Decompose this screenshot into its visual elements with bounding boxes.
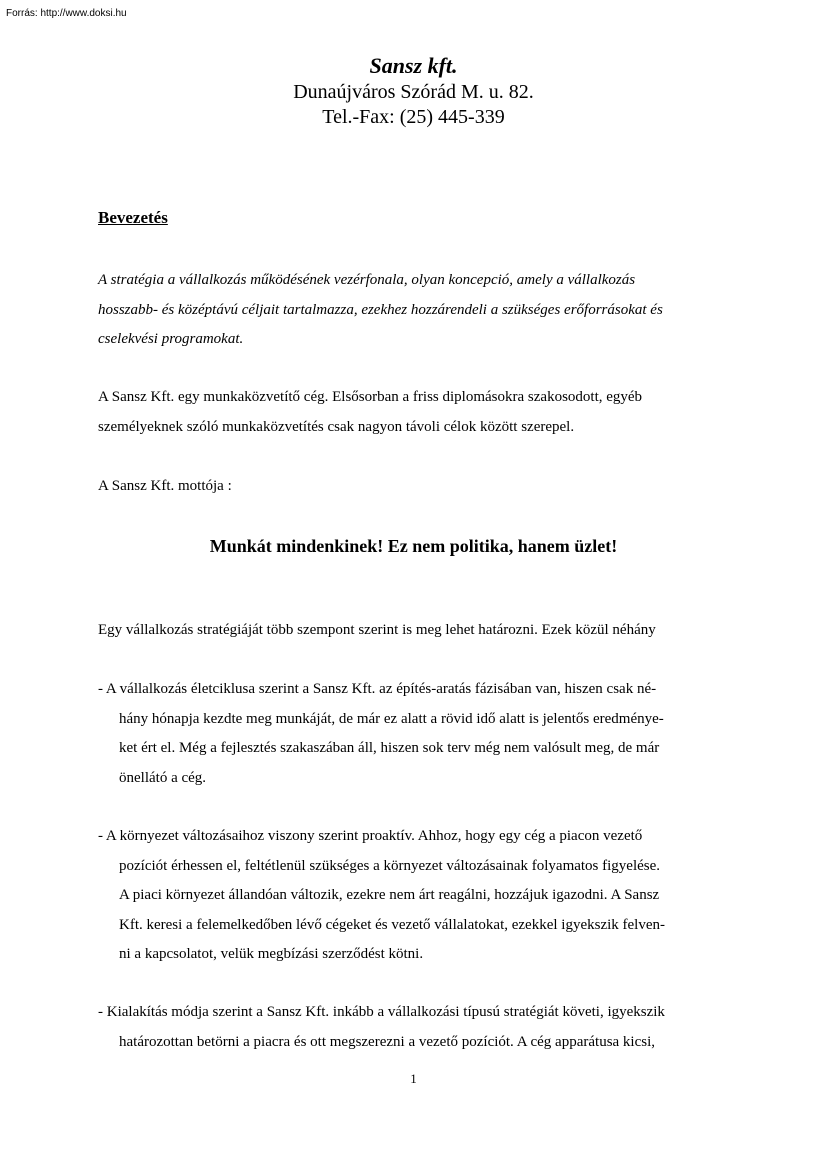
company-phone: Tel.-Fax: (25) 445-339 bbox=[322, 106, 505, 128]
page-number: 1 bbox=[410, 1071, 417, 1086]
bullet-lifecycle bbox=[98, 675, 738, 793]
letterhead bbox=[0, 52, 827, 130]
bullet-line: önellátó a cég. bbox=[119, 769, 207, 786]
strategy-intro: Egy vállalkozás stratégiáját több szempont szerint is meg lehet határozni. Ezek közül néhány bbox=[98, 622, 656, 638]
description-line: személyeknek szóló munkaközvetítés csak nagyon távoli célok között szerepel. bbox=[98, 418, 575, 435]
source-note: Forrás: http://www.doksi.hu bbox=[6, 8, 127, 19]
company-name: Sansz kft. bbox=[369, 53, 458, 78]
motto-label: A Sansz Kft. mottója : bbox=[98, 478, 232, 494]
intro-line: cselekvési programokat. bbox=[98, 331, 244, 347]
bullet-line: - A vállalkozás életciklusa szerint a Sansz Kft. az építés-aratás fázisában van, hiszen csak né- bbox=[98, 681, 657, 697]
bullet-line: hány hónapja kezdte meg munkáját, de már ez alatt a rövid idő alatt is jelentős eredménye- bbox=[119, 710, 664, 727]
description-line: A Sansz Kft. egy munkaközvetítő cég. Elsősorban a friss diplomásokra szakosodott, egyéb bbox=[98, 389, 643, 405]
bullet-line: határozottan betörni a piacra és ott megszerezni a vezető pozíciót. A cég apparátusa kicsi, bbox=[119, 1033, 656, 1050]
bullet-line: ni a kapcsolatot, velük megbízási szerződést kötni. bbox=[119, 946, 424, 962]
intro-paragraph bbox=[98, 266, 738, 355]
intro-line: hosszabb- és középtávú céljait tartalmazza, ezekhez hozzárendeli a szükséges erőforrásokat és bbox=[98, 301, 663, 318]
motto: Munkát mindenkinek! Ez nem politika, hanem üzlet! bbox=[209, 536, 618, 556]
company-description bbox=[98, 383, 738, 442]
bullet-line: ket ért el. Még a fejlesztés szakaszában áll, hiszen sok terv még nem valósult meg, de már bbox=[119, 740, 660, 756]
section-heading: Bevezetés bbox=[98, 208, 168, 227]
company-address: Dunaújváros Szórád M. u. 82. bbox=[293, 81, 534, 103]
bullet-line: - Kialakítás módja szerint a Sansz Kft. inkább a vállalkozási típusú stratégiát követi, igyekszik bbox=[98, 1004, 665, 1020]
bullet-line: - A környezet változásaihoz viszony szerint proaktív. Ahhoz, hogy egy cég a piacon vezető bbox=[98, 828, 643, 844]
bullet-line: Kft. keresi a felemelkedőben lévő cégeket és vezető vállalatokat, ezekkel igyekszik felven- bbox=[119, 916, 665, 933]
intro-line: A stratégia a vállalkozás működésének vezérfonala, olyan koncepció, amely a vállalkozás bbox=[98, 272, 636, 288]
bullet-line: pozíciót érhessen el, feltétlenül szükséges a környezet változásainak folyamatos figyelése. bbox=[119, 857, 661, 874]
bullet-line: A piaci környezet állandóan változik, ezekre nem árt reagálni, hozzájuk igazodni. A Sansz bbox=[119, 887, 660, 903]
bullet-environment bbox=[98, 822, 738, 970]
bullet-formation bbox=[98, 998, 738, 1057]
